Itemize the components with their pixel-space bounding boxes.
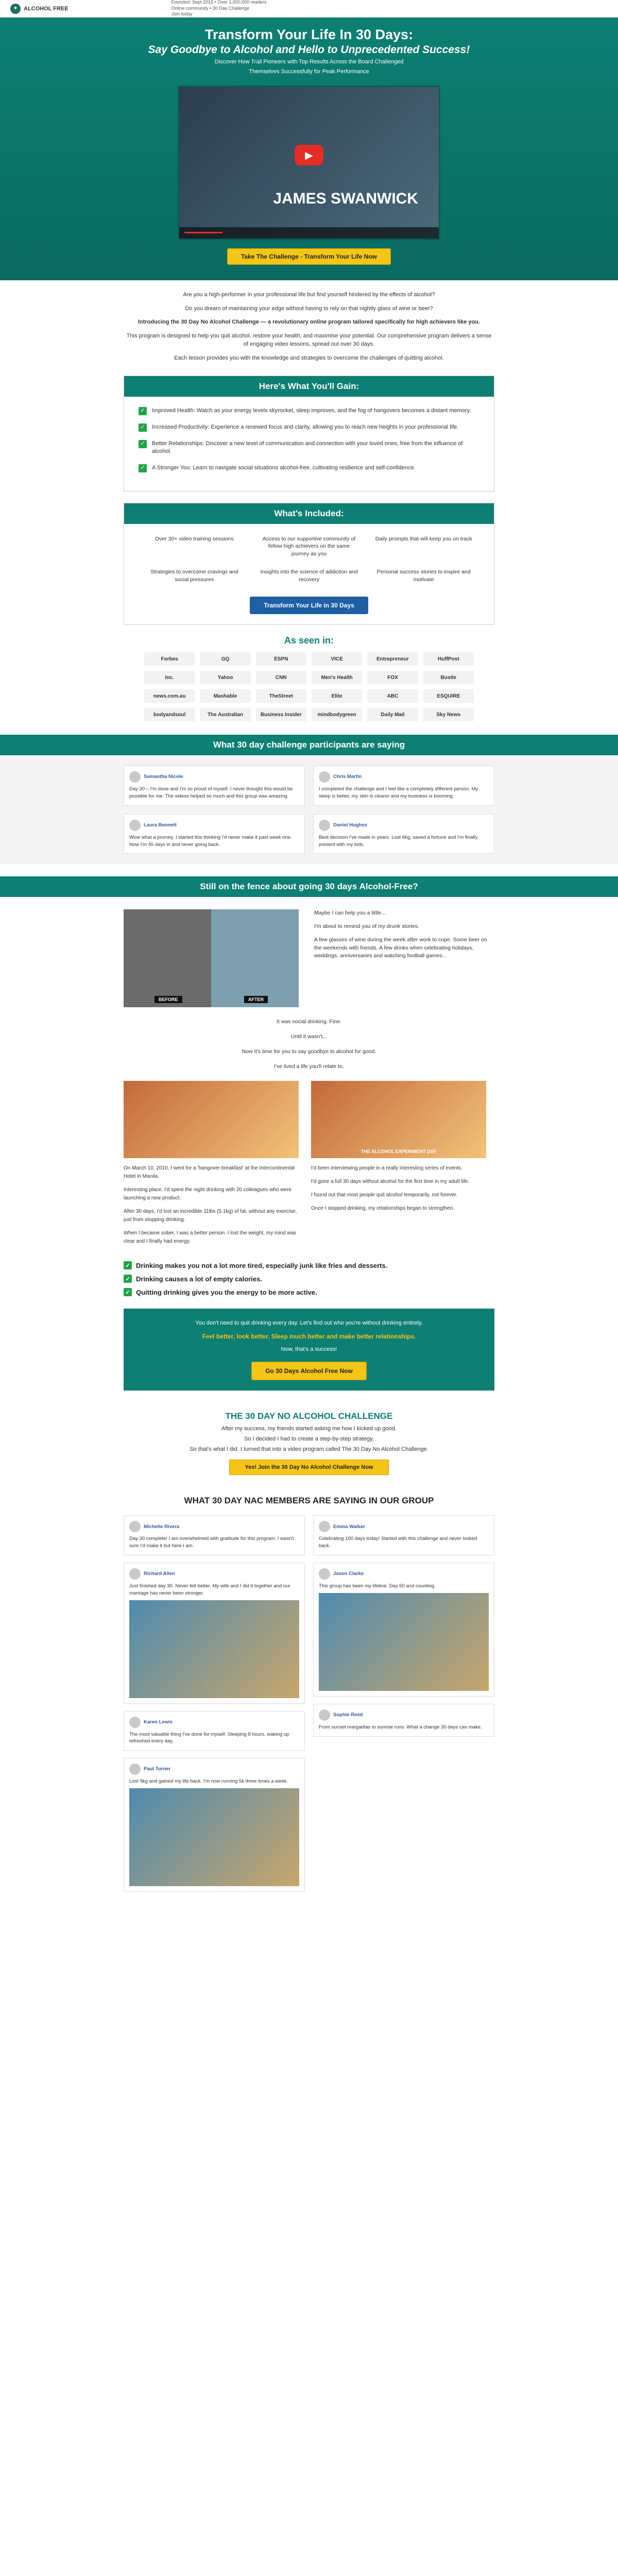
story-photo-caption: THE ALCOHOL EXPERIMENT DAY (360, 1149, 437, 1155)
press-logos (144, 652, 474, 721)
check-item (124, 1288, 494, 1296)
hero-cta-button[interactable]: Take The Challenge - Transform Your Life Now (227, 248, 391, 265)
avatar (129, 1521, 141, 1532)
video-name: JAMES SWANWICK (273, 190, 418, 207)
press-logo: Bustle (423, 671, 474, 684)
video-progress-bar[interactable] (184, 232, 222, 233)
gain-list (124, 397, 494, 491)
post-text: This group has been my lifeline. Day 60 and counting. (319, 1583, 436, 1589)
story-paragraph: Once I stopped drinking, my relationships began to strengthen. (311, 1206, 454, 1212)
story-paragraph: Interesting place. I'd spent the night drinking with 20 colleagues who were launching a new product. (124, 1187, 291, 1201)
post-text: Celebrating 100 days today! Started with this challenge and never looked back. (319, 1536, 477, 1549)
included-item: Access to our supportive community of fellow high achievers on the same journey as you (262, 535, 356, 557)
post-author[interactable]: Jason Clarke (333, 1571, 364, 1577)
challenge-line: So I decided I had to create a step-by-step strategy. (244, 1436, 374, 1443)
included-grid (124, 524, 494, 595)
check-icon: ✓ (124, 1261, 132, 1269)
hero-video[interactable] (178, 86, 440, 240)
press-logo: Mashable (200, 689, 250, 703)
post-header (319, 1521, 489, 1532)
post-author[interactable]: Karen Lewis (144, 1719, 173, 1725)
member-post (124, 1515, 305, 1555)
intro-paragraph: Do you dream of maintaining your edge without having to rely on that nightly glass of wine or beer? (185, 305, 433, 312)
press-logo: ESQUIRE (423, 689, 474, 703)
gain-text: Improved Health: Watch as your energy levels skyrocket, sleep improves, and the fog of hangovers becomes a distant memory. (152, 408, 471, 414)
member-post (124, 1758, 305, 1892)
story-columns (124, 1081, 494, 1251)
story-paragraph: I'd been interviewing people in a really interesting series of events. (311, 1165, 462, 1172)
testimonial-card (313, 814, 494, 854)
story-paragraph: When I became sober, I was a better person. I lost the weight, my mind was clear and I finally had energy. (124, 1230, 297, 1245)
post-text: Day 30 complete! I am overwhelmed with gratitude for this program. I wasn't sure I'd make it but here I am. (129, 1536, 294, 1549)
press-logo: bodyandsoul (144, 708, 195, 721)
card-text: I completed the challenge and I feel like a completely different person. My sleep is better, my skin is clearer and my business is booming. (319, 786, 478, 799)
testimonial-card (124, 814, 305, 854)
check-icon: ✓ (124, 1288, 132, 1296)
avatar (319, 1568, 330, 1580)
avatar (129, 820, 141, 831)
check-icon: ✓ (139, 423, 147, 432)
member-post (313, 1704, 494, 1737)
intro-paragraph: Are you a high-performer in your professional life but find yourself hindered by the effects of alcohol? (183, 292, 435, 298)
logo[interactable] (10, 4, 68, 14)
intro (124, 291, 494, 362)
play-icon[interactable]: ▶ (295, 145, 323, 165)
member-post (124, 1563, 305, 1704)
avatar (129, 1568, 141, 1580)
post-header (129, 1568, 299, 1580)
card-author[interactable]: Laura Bennett (144, 822, 177, 828)
challenge-line: After my success, my friends started asking me how I kicked up good. (221, 1426, 397, 1432)
story-photo (124, 1081, 299, 1158)
gain-item (139, 440, 479, 456)
header-info-line: Founded: Sept 2015 • Over 1,000,000 readers (171, 0, 267, 5)
story-paragraph: I found out that most people quit alcohol temporarily, not forever. (311, 1192, 458, 1198)
press-logo: mindbodygreen (312, 708, 362, 721)
avatar (129, 1717, 141, 1728)
header-info-line: Join today (171, 11, 193, 17)
gain-item (139, 423, 479, 432)
logo-text: ALCOHOL FREE (24, 5, 68, 12)
card-author[interactable]: Chris Martin (333, 774, 362, 780)
story-paragraph: On March 10, 2010, I went for a 'hangover breakfast' at the Intercontinental Hotel in Manila. (124, 1165, 295, 1180)
hero-line: Themselves Successfully for Peak Performance (249, 69, 369, 75)
testimonial-card (124, 766, 305, 806)
press-logo: GQ (200, 652, 250, 666)
before-label: BEFORE (154, 996, 182, 1003)
avatar (319, 771, 330, 783)
post-header (319, 1568, 489, 1580)
gain-title: Here's What You'll Gain: (124, 376, 494, 397)
feature-paragraph: You don't need to quit drinking every day. Let's find out who you're without drinking entirely. (195, 1320, 423, 1327)
fence-title: Still on the fence about going 30 days Alcohol-Free? (0, 876, 618, 897)
press-logo: Sky News (423, 708, 474, 721)
intro-paragraph: Each lesson provides you with the knowledge and strategies to overcome the challenges of quitting alcohol. (174, 354, 444, 361)
before-after-photo (124, 909, 299, 1007)
post-author[interactable]: Paul Turner (144, 1766, 171, 1772)
press-logo: Men's Health (312, 671, 362, 684)
story-line: Now it's time for you to say goodbye to alcohol for good. (242, 1048, 376, 1055)
press-logo: Yahoo (200, 671, 250, 684)
hero-line: Discover How Trail Pioneers with Top Results Across the Board Challenged (214, 59, 404, 65)
press-logo: The Australian (200, 708, 250, 721)
members-column-right (313, 1515, 494, 1899)
avatar (319, 820, 330, 831)
check-icon: ✓ (139, 407, 147, 415)
post-text: Just finished day 30. Never felt better. My wife and I did it together and our marriage has never been stronger. (129, 1583, 290, 1596)
press-logo: news.com.au (144, 689, 195, 703)
after-label: AFTER (244, 996, 268, 1003)
check-icon: ✓ (139, 440, 147, 448)
participants-title: What 30 day challenge participants are saying (0, 735, 618, 755)
gain-section (124, 376, 494, 492)
post-photo (129, 1600, 299, 1698)
story-intro (124, 1018, 494, 1071)
post-photo (129, 1788, 299, 1886)
fence-text (314, 909, 494, 1007)
member-post (313, 1515, 494, 1555)
story-paragraph: I'd gone a full 30 days without alcohol for the first time in my adult life. (311, 1179, 470, 1185)
card-header (129, 771, 299, 783)
press-logo: ABC (367, 689, 418, 703)
post-text: From sunset margaritas to sunrise runs. What a change 30 days can make. (319, 1724, 482, 1730)
hero-title: Transform Your Life In 30 Days: (204, 27, 414, 42)
included-section (124, 503, 494, 625)
member-post (124, 1711, 305, 1751)
press-logo: Forbes (144, 652, 195, 666)
post-header (319, 1709, 489, 1721)
intro-paragraph: Introducing the 30 Day No Alcohol Challenge — a revolutionary online program tailored specifically for high achievers like you. (138, 319, 480, 325)
card-text: Best decision I've made in years. Lost 6kg, saved a fortune and I'm finally present with my kids. (319, 834, 478, 848)
press-logo: Entrepreneur (367, 652, 418, 666)
members-title: WHAT 30 DAY NAC MEMBERS ARE SAYING IN OUR GROUP (184, 1496, 434, 1506)
challenge-line: So that's what I did. I turned that into a video program called The 30 Day No Alcohol Challenge. (190, 1446, 428, 1453)
challenge-title: THE 30 DAY NO ALCOHOL CHALLENGE (225, 1411, 393, 1421)
testimonial-card (313, 766, 494, 806)
post-text: Lost 9kg and gained my life back. I'm now running 5k three times a week. (129, 1778, 288, 1785)
post-header (129, 1521, 299, 1532)
included-item: Personal success stories to inspire and motivate (376, 568, 471, 583)
avatar (129, 1764, 141, 1775)
header-info (171, 0, 267, 18)
check-text: Quitting drinking gives you the energy to be more active. (136, 1288, 317, 1296)
hero (0, 18, 618, 280)
press-logo: ESPN (256, 652, 306, 666)
press-logo: Inc. (144, 671, 195, 684)
included-item: Over 30+ video training sessions (155, 535, 234, 542)
feature-highlight: Feel better, look better. Sleep much better and make better relationships. (202, 1332, 416, 1340)
as-seen-title: As seen in: (284, 635, 334, 646)
member-post (313, 1563, 494, 1697)
press-logo: CNN (256, 671, 306, 684)
gain-item (139, 407, 479, 415)
feature-paragraph: Now, that's a success! (281, 1346, 337, 1352)
story-column-right (311, 1081, 486, 1251)
feature-box (124, 1309, 494, 1391)
check-text: Drinking makes you not a lot more tired, especially junk like fries and desserts. (136, 1261, 388, 1269)
post-photo (319, 1593, 489, 1691)
press-logo: Business Insider (256, 708, 306, 721)
card-text: Wow what a journey. I started this thinking I'd never make it past week one. Now I'm 45 days in and never going back. (129, 834, 292, 848)
avatar (319, 1709, 330, 1721)
card-text: Day 30 – I'm done and I'm so proud of myself. I never thought this would be possible for me. The videos helped so much and this group was amazing. (129, 786, 293, 799)
story-column-left (124, 1081, 299, 1251)
members-columns (124, 1515, 494, 1899)
story-line: It was social drinking. Fine. (276, 1019, 342, 1025)
fence-paragraph: I'm about to remind you of my drunk stories. (314, 923, 419, 930)
post-header (129, 1764, 299, 1775)
story-photo (311, 1081, 486, 1158)
video-controls[interactable] (179, 227, 439, 239)
card-header (129, 820, 299, 831)
included-item: Insights into the science of addiction and recovery (260, 568, 358, 583)
avatar (129, 771, 141, 783)
gain-text: Increased Productivity: Experience a renewed focus and clarity, allowing you to reach new heights in your professional life. (152, 424, 459, 430)
press-logo: FOX (367, 671, 418, 684)
header-info-line: Online community • 30 Day Challenge (171, 5, 250, 11)
intro-paragraph: This program is designed to help you quit alcohol, restore your health, and maximise your potential. Our comprehensive program delivers a sense of engaging video lessons, spread out over 30 days. (126, 332, 492, 347)
transform-button[interactable]: Transform Your Life in 30 Days (250, 597, 368, 614)
challenge-section (0, 1411, 618, 1475)
members-section (0, 1496, 618, 1899)
gain-text: A Stronger You: Learn to navigate social situations alcohol-free, cultivating resilience and self-confidence. (152, 464, 416, 471)
fence-paragraph: Maybe I can help you a little... (314, 910, 386, 917)
participants-section (0, 735, 618, 864)
post-header (129, 1717, 299, 1728)
card-header (319, 771, 489, 783)
post-author[interactable]: Michelle Rivera (144, 1523, 180, 1530)
included-item: Strategies to overcome cravings and social pressures (150, 568, 238, 583)
fence-paragraph: A few glasses of wine during the week after work to cope. Some beer on the weekends with friends. A few drinks when celebrating holidays, weddings, anniversaries and watching football games... (314, 936, 487, 959)
post-text: The most valuable thing I've done for myself. Sleeping 8 hours, waking up refreshed every day. (129, 1731, 289, 1744)
logo-icon: ✦ (10, 4, 21, 14)
check-text: Drinking causes a lot of empty calories. (136, 1275, 262, 1283)
press-logo: VICE (312, 652, 362, 666)
check-item (124, 1275, 494, 1283)
post-author[interactable]: Sophie Reed (333, 1711, 363, 1718)
top-bar (0, 0, 618, 18)
check-list (124, 1261, 494, 1296)
story-column-right-text (311, 1164, 486, 1213)
go-alcohol-free-button[interactable]: Go 30 Days Alcohol Free Now (251, 1362, 367, 1380)
fence-section (124, 909, 494, 1007)
avatar (319, 1521, 330, 1532)
story-line: Until it wasn't... (290, 1033, 328, 1040)
included-title: What's Included: (124, 503, 494, 524)
join-challenge-button[interactable]: Yes! Join the 30 Day No Alcohol Challenge Now (229, 1460, 389, 1475)
check-icon: ✓ (139, 464, 147, 472)
press-logo: Daily Mail (367, 708, 418, 721)
post-author[interactable]: Emma Walker (333, 1523, 365, 1530)
card-author[interactable]: Daniel Hughes (333, 822, 367, 828)
members-column-left (124, 1515, 305, 1899)
hero-subtitle: Say Goodbye to Alcohol and Hello to Unprecedented Success! (148, 44, 470, 56)
card-header (319, 820, 489, 831)
participants-grid (124, 755, 494, 864)
press-logo: Elite (312, 689, 362, 703)
check-icon: ✓ (124, 1275, 132, 1283)
as-seen-section (0, 635, 618, 721)
card-author[interactable]: Samantha Nicole (144, 774, 183, 780)
check-item (124, 1261, 494, 1269)
press-logo: HuffPost (423, 652, 474, 666)
press-logo: TheStreet (256, 689, 306, 703)
gain-item (139, 464, 479, 472)
gain-text: Better Relationships: Discover a new level of communication and connection with your loved ones, free from the influence of alcohol. (152, 440, 463, 455)
story-paragraph: After 30 days, I'd lost an incredible 11lbs (5.1kg) of fat, without any exercise, just from stopping drinking. (124, 1209, 297, 1223)
post-author[interactable]: Richard Allen (144, 1571, 175, 1577)
included-item: Daily prompts that will keep you on track (375, 535, 472, 542)
story-line: I've lived a life you'll relate to. (274, 1063, 344, 1070)
